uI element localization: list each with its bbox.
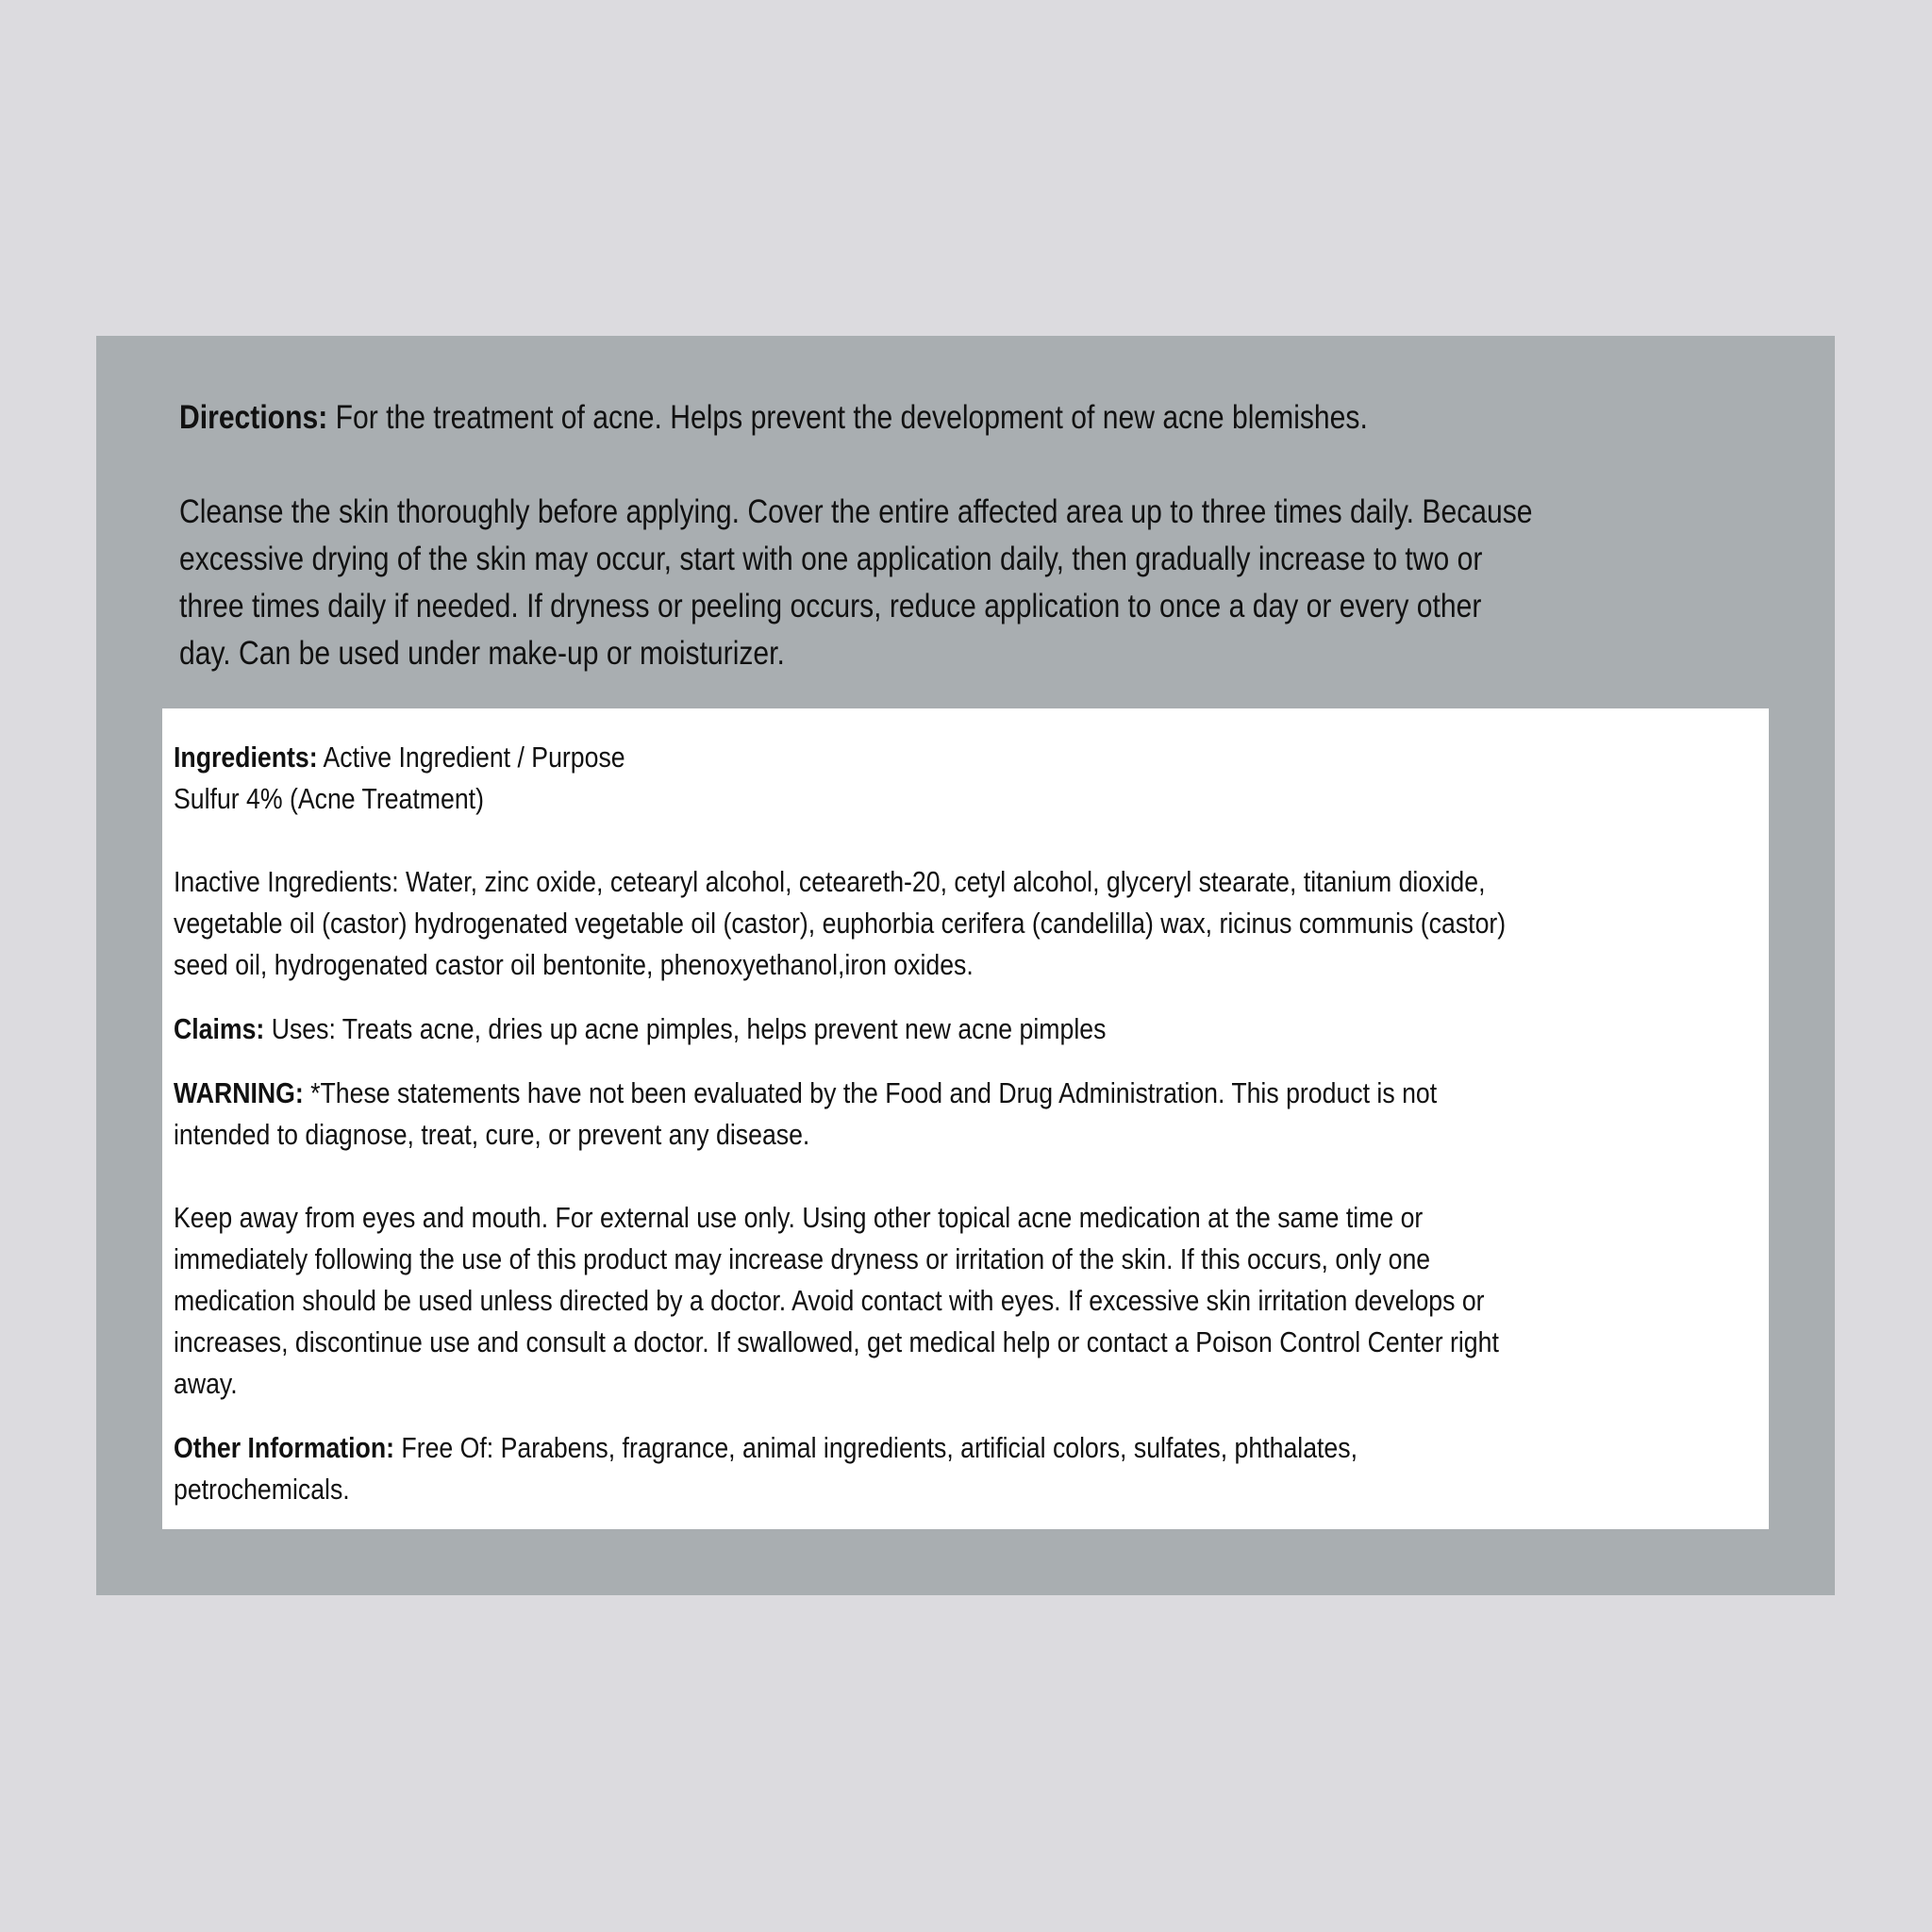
other-information-text: Free Of: Parabens, fragrance, animal ingredients, artificial colors, sulfates, phthalates, [394,1431,1358,1464]
label-panel [96,336,1835,1595]
inactive-ingredients-line: seed oil, hydrogenated castor oil bentonite, phenoxyethanol,iron oxides. [174,948,974,981]
other-information-heading: Other Information: [174,1431,395,1464]
ingredients-header-text: Active Ingredient / Purpose [317,741,625,774]
ingredients-heading: Ingredients: [174,741,318,774]
ingredients-header-line [174,737,1772,778]
directions-line: three times daily if needed. If dryness or peeling occurs, reduce application to once a day or every other [179,588,1482,625]
claims-text: Uses: Treats acne, dries up acne pimples, helps prevent new acne pimples [264,1012,1107,1045]
warning-text: *These statements have not been evaluated by the Food and Drug Administration. This product is not [303,1076,1438,1109]
warning-body-line: Keep away from eyes and mouth. For external use only. Using other topical acne medication at the same time or [174,1201,1424,1234]
directions-section [179,394,1770,677]
other-information-line-2: petrochemicals. [174,1473,350,1506]
warning-body-line: immediately following the use of this product may increase dryness or irritation of the skin. If this occurs, only one [174,1242,1431,1275]
directions-intro: For the treatment of acne. Helps prevent the development of new acne blemishes. [327,399,1368,436]
warning-body-line: medication should be used unless directed by a doctor. Avoid contact with eyes. If excessive skin irritation develops or [174,1284,1485,1317]
claims-heading: Claims: [174,1012,265,1045]
warning-heading: WARNING: [174,1076,304,1109]
warning-body-line: away. [174,1367,238,1400]
info-box [162,708,1769,1529]
inactive-ingredients-line: vegetable oil (castor) hydrogenated vegetable oil (castor), euphorbia cerifera (candelilla) wax, ricinus communis (castor) [174,907,1507,940]
active-ingredient: Sulfur 4% (Acne Treatment) [174,782,484,815]
directions-intro-line [179,394,1770,441]
directions-heading: Directions: [179,399,328,436]
directions-line: Cleanse the skin thoroughly before applying. Cover the entire affected area up to three times daily. Because [179,493,1533,530]
inactive-ingredients-line: Inactive Ingredients: Water, zinc oxide, cetearyl alcohol, ceteareth-20, cetyl alcohol, glyceryl stearate, titanium dioxide, [174,865,1486,898]
directions-line: day. Can be used under make-up or moisturizer. [179,635,785,672]
warning-body-line: increases, discontinue use and consult a doctor. If swallowed, get medical help or contact a Poison Control Center right [174,1325,1499,1358]
warning-line [174,1073,1772,1114]
directions-line: excessive drying of the skin may occur, start with one application daily, then gradually increase to two or [179,541,1483,577]
warning-line-2: intended to diagnose, treat, cure, or prevent any disease. [174,1118,810,1151]
other-information-line [174,1427,1772,1469]
claims-line [174,1008,1772,1050]
